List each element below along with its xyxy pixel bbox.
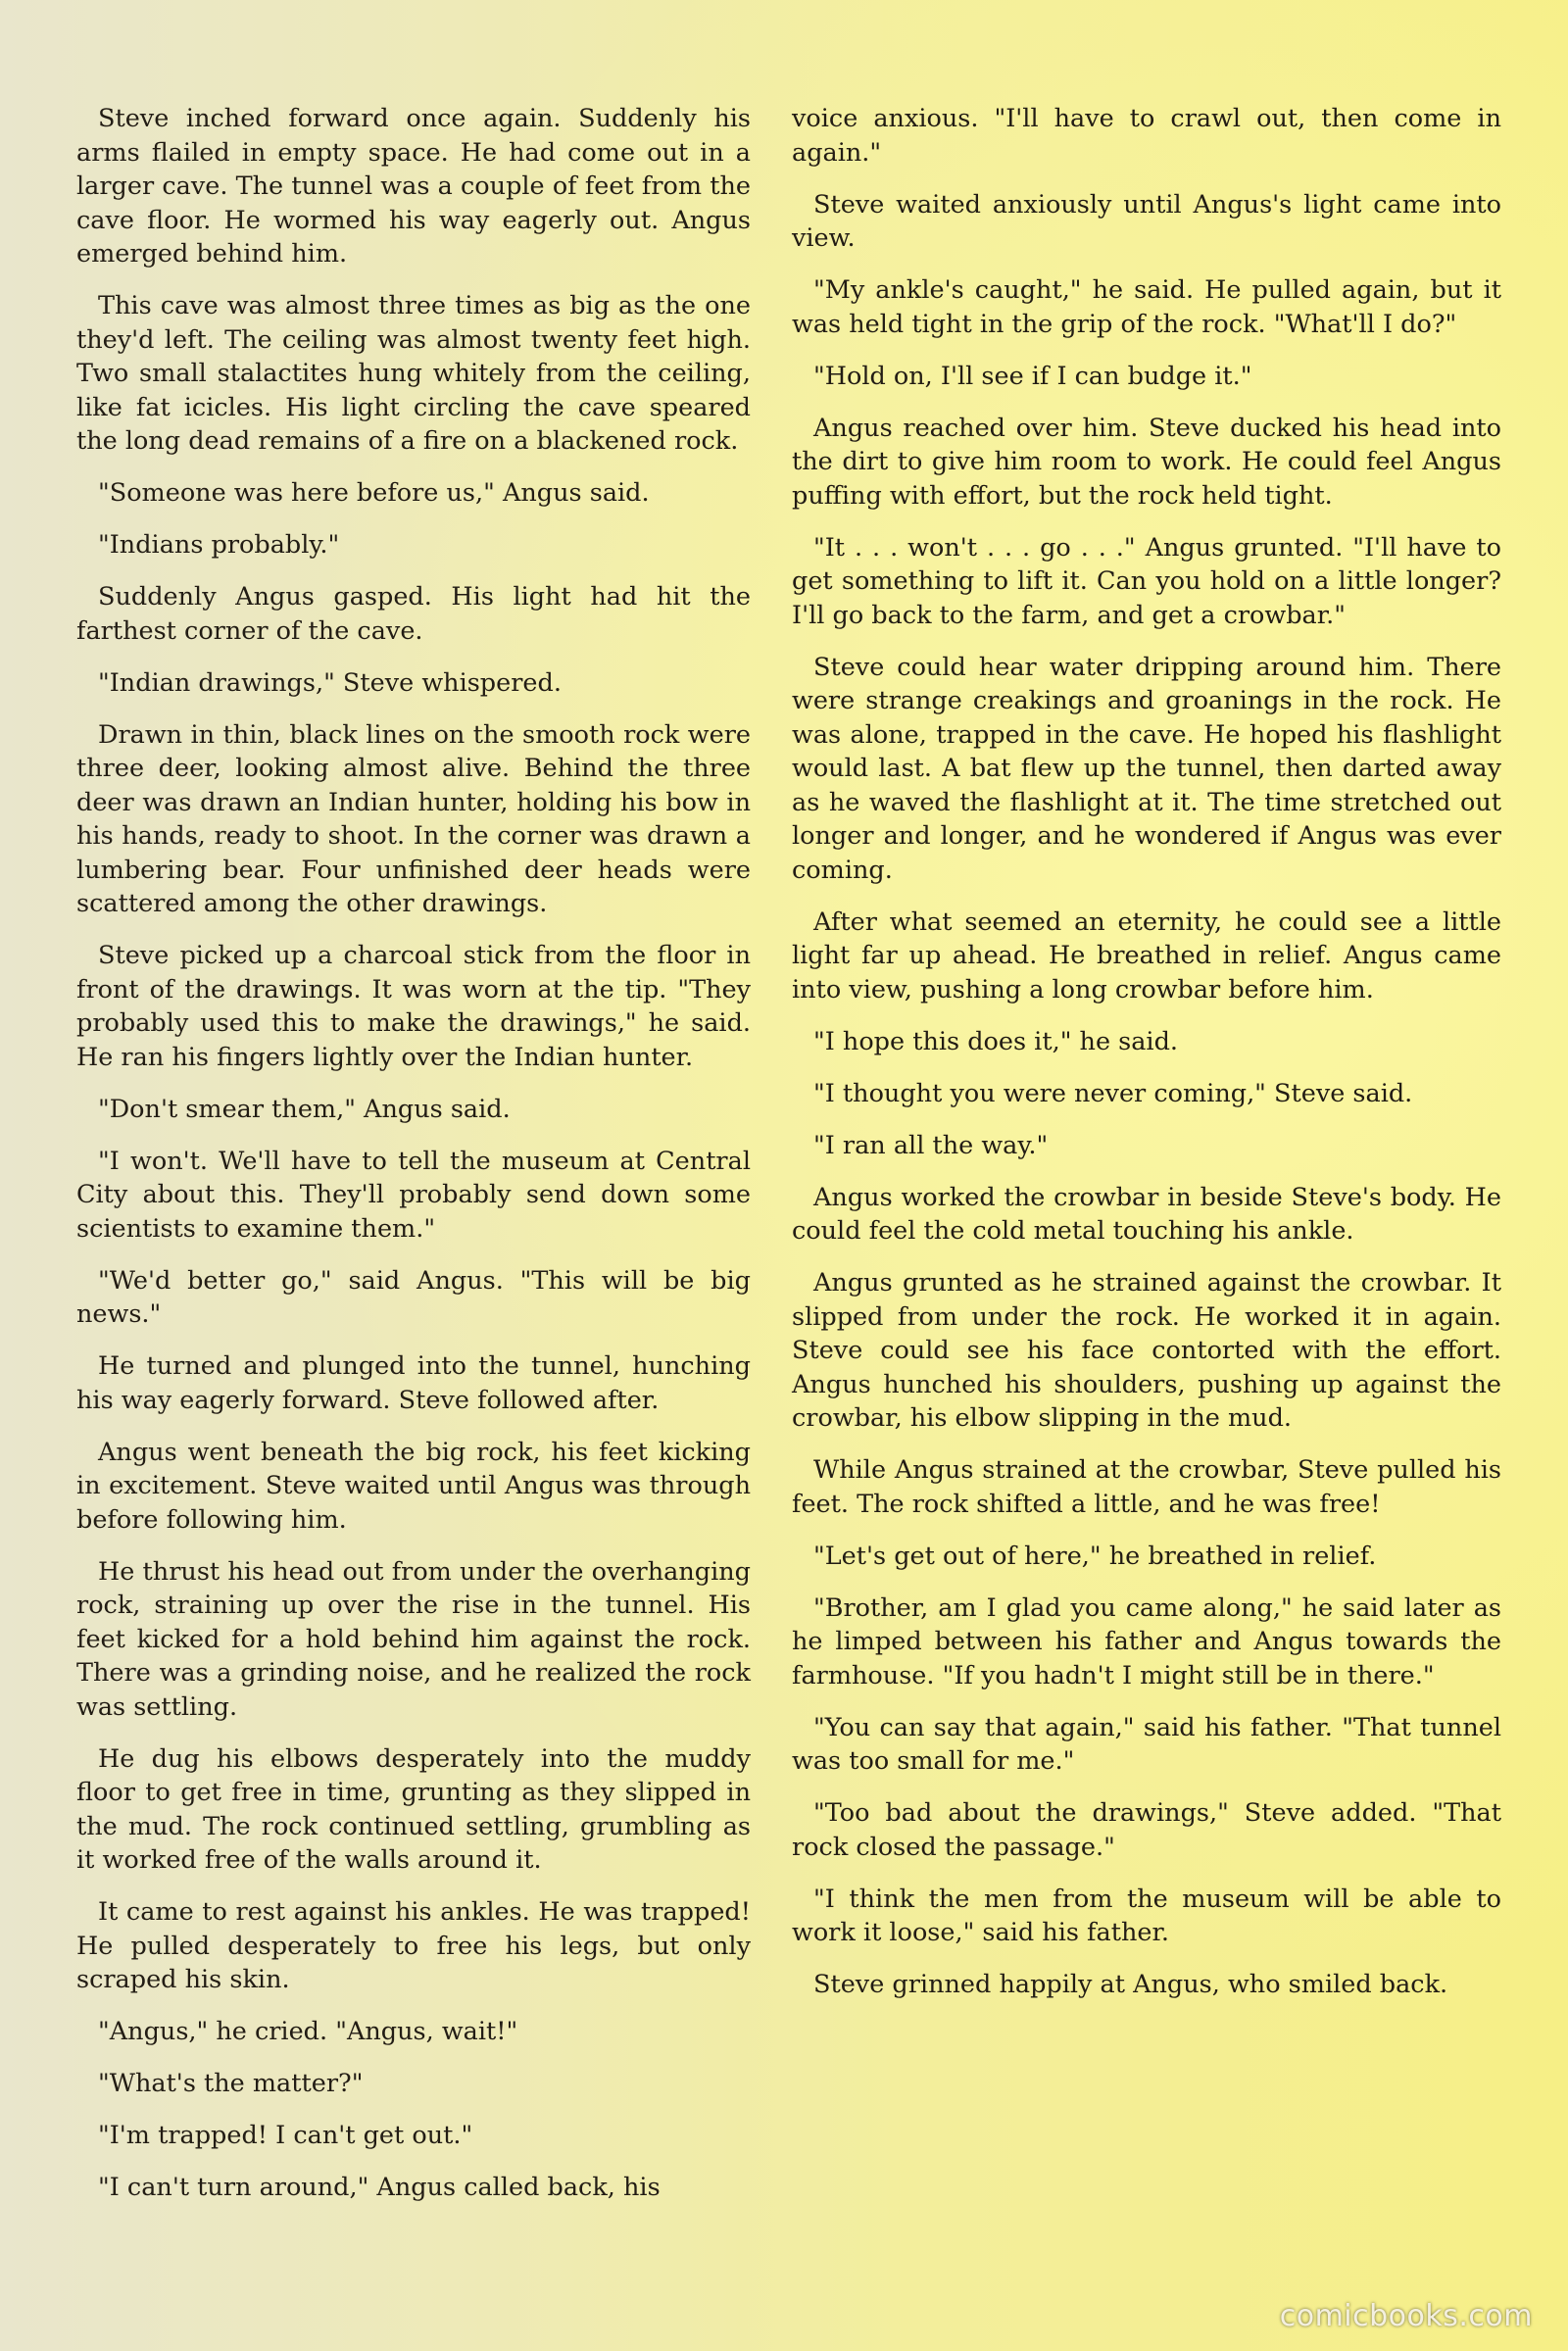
story-paragraph: "We'd better go," said Angus. "This will be big news." — [76, 1265, 751, 1329]
story-paragraph: "I can't turn around," Angus called back, his — [98, 2173, 661, 2202]
story-paragraph: Drawn in thin, black lines on the smooth rock were three deer, looking almost alive. Behind the three deer was drawn an Indian hunter, holding his bow in his hands, ready to shoot. In the corner was drawn a lumbering bear. Four unfinished deer heads were scattered among the other drawings. — [76, 719, 751, 918]
story-paragraph: It came to rest against his ankles. He was trapped! He pulled desperately to free his legs, but only scraped his skin. — [76, 1897, 751, 1994]
story-paragraph: "Let's get out of here," he breathed in relief. — [813, 1541, 1377, 1571]
story-paragraph: Steve grinned happily at Angus, who smiled back. — [813, 1970, 1448, 1999]
story-paragraph: "Indian drawings," Steve whispered. — [98, 667, 562, 698]
story-paragraph: "Someone was here before us," Angus said. — [98, 478, 650, 508]
story-paragraph: Steve waited anxiously until Angus's light came into view. — [792, 189, 1501, 253]
story-paragraph: Steve picked up a charcoal stick from the floor in front of the drawings. It was worn at the tip. "They probably used this to make the drawings," he said. He ran his fingers lightly over the Indian hunter. — [76, 941, 751, 1072]
story-paragraph: Angus grunted as he strained against the crowbar. It slipped from under the rock. He worked it in again. Steve could see his face contorted with the effort. Angus hunched his shoulders, pushing up against the crowbar, his elbow slipping in the mud. — [792, 1268, 1501, 1433]
story-paragraph: Angus reached over him. Steve ducked his head into the dirt to give him room to work. He could feel Angus puffing with effort, but the rock held tight. — [792, 413, 1501, 511]
story-paragraph: Steve inched forward once again. Suddenly his arms flailed in empty space. He had come out in a larger cave. The tunnel was a couple of feet from the cave floor. He wormed his way eagerly out. Angus emerged behind him. — [76, 104, 751, 269]
story-paragraph: "Angus," he cried. "Angus, wait!" — [98, 2017, 518, 2046]
story-paragraph: "I thought you were never coming," Steve said. — [813, 1078, 1413, 1108]
story-paragraph: "It . . . won't . . . go . . ." Angus grunted. "I'll have to get something to lift it. Can you hold on a little longer? I'll go back to the farm, and get a crowbar." — [792, 532, 1501, 630]
story-paragraph: "I'm trapped! I can't get out." — [98, 2121, 473, 2150]
right-text-column — [792, 102, 1501, 2020]
story-paragraph: voice anxious. "I'll have to crawl out, then come in again." — [792, 104, 1501, 168]
story-paragraph: "Too bad about the drawings," Steve added. "That rock closed the passage." — [792, 1798, 1501, 1862]
story-paragraph: He turned and plunged into the tunnel, hunching his way eagerly forward. Steve followed after. — [76, 1351, 751, 1415]
story-paragraph: "My ankle's caught," he said. He pulled again, but it was held tight in the grip of the rock. "What'll I do?" — [792, 275, 1501, 339]
story-paragraph: "Indians probably." — [98, 530, 340, 560]
story-paragraph: "I think the men from the museum will be able to work it loose," said his father. — [792, 1884, 1501, 1947]
story-paragraph: After what seemed an eternity, he could see a little light far up ahead. He breathed in relief. Angus came into view, pushing a long crowbar before him. — [792, 906, 1501, 1004]
story-paragraph: "I won't. We'll have to tell the museum at Central City about this. They'll probably send down some scientists to examine them." — [76, 1146, 751, 1244]
story-paragraph: While Angus strained at the crowbar, Steve pulled his feet. The rock shifted a little, and he was free! — [792, 1455, 1501, 1519]
story-paragraph: "I hope this does it," he said. — [813, 1026, 1179, 1056]
story-paragraph: Angus went beneath the big rock, his feet kicking in excitement. Steve waited until Angus was through before following him. — [76, 1437, 751, 1535]
story-paragraph: Suddenly Angus gasped. His light had hit the farthest corner of the cave. — [76, 582, 751, 646]
story-paragraph: "I ran all the way." — [813, 1130, 1049, 1160]
story-paragraph: Angus worked the crowbar in beside Steve's body. He could feel the cold metal touching his ankle. — [792, 1182, 1501, 1246]
story-paragraph: "Hold on, I'll see if I can budge it." — [813, 361, 1252, 391]
story-paragraph: "What's the matter?" — [98, 2069, 364, 2098]
story-paragraph: "Brother, am I glad you came along," he said later as he limped between his father and Angus towards the farmhouse. "If you hadn't I might still be in there." — [792, 1592, 1501, 1690]
left-text-column — [76, 102, 751, 2223]
story-paragraph: He dug his elbows desperately into the muddy floor to get free in time, grunting as they slipped in the mud. The rock continued settling, grumbling as it worked free of the walls around it. — [76, 1743, 751, 1875]
site-watermark: comicbooks.com — [1279, 2299, 1533, 2333]
story-paragraph: This cave was almost three times as big as the one they'd left. The ceiling was almost twenty feet high. Two small stalactites hung whitely from the ceiling, like fat icicles. His light circling the cave speared the long dead remains of a fire on a blackened rock. — [76, 291, 751, 456]
story-paragraph: He thrust his head out from under the overhanging rock, straining up over the rise in the tunnel. His feet kicked for a hold behind him against the rock. There was a grinding noise, and he realized the rock was settling. — [76, 1556, 751, 1722]
story-paragraph: "Don't smear them," Angus said. — [98, 1094, 511, 1124]
story-paragraph: "You can say that again," said his father. "That tunnel was too small for me." — [792, 1712, 1501, 1776]
story-paragraph: Steve could hear water dripping around him. There were strange creakings and groanings in the rock. He was alone, trapped in the cave. He hoped his flashlight would last. A bat flew up the tunnel, then darted away as he waved the flashlight at it. The time stretched out longer and longer, and he wondered if Angus was ever coming. — [792, 652, 1501, 885]
